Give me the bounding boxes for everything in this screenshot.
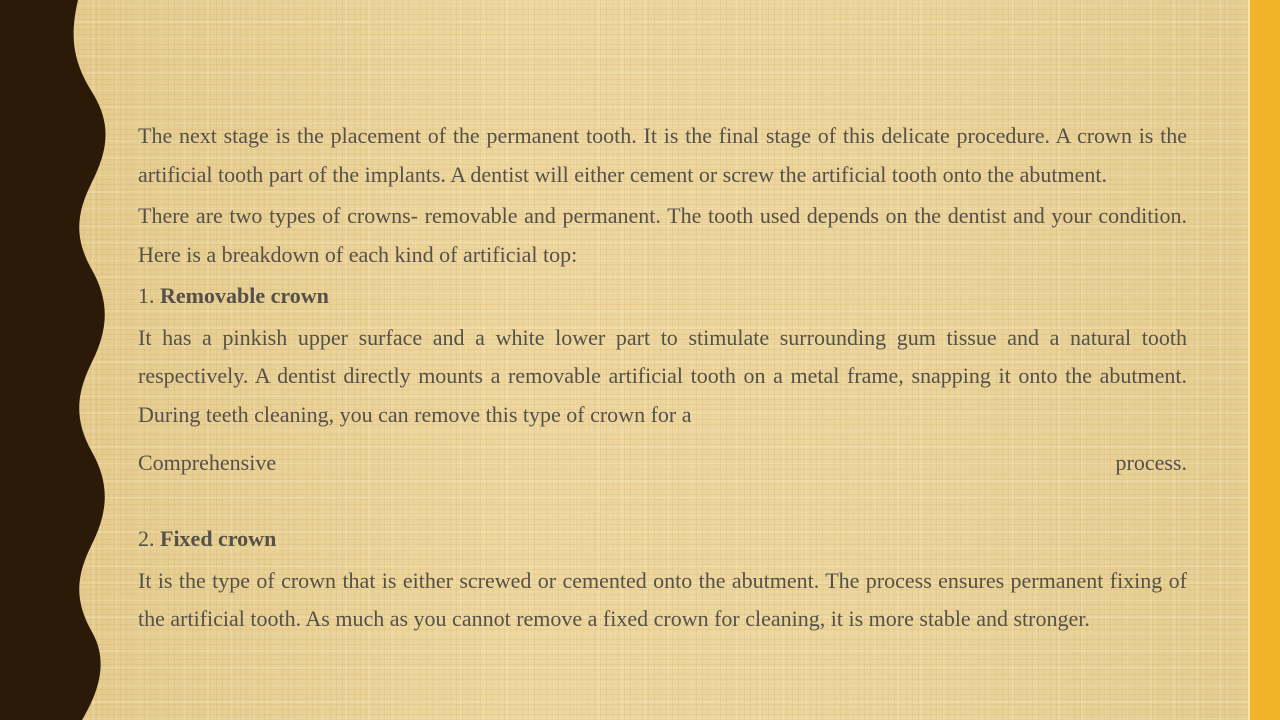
spacer <box>138 482 1187 520</box>
paragraph-removable-crown-continuation <box>138 444 1187 482</box>
paragraph-removable-crown: It has a pinkish upper surface and a white lower part to stimulate surrounding gum tissue and a natural tooth respectively. A dentist directly mounts a removable artificial tooth on a metal frame, snapping it onto the abutment. During teeth cleaning, you can remove this type of crown for a <box>138 324 1187 427</box>
heading-removable-title: Removable crown <box>160 283 329 308</box>
heading-fixed-crown <box>138 520 1187 559</box>
heading-removable-number: 1. <box>138 283 160 308</box>
heading-fixed-number: 2. <box>138 526 160 551</box>
right-accent-bar <box>1248 0 1280 720</box>
continuation-left-word: Comprehensive <box>138 450 277 475</box>
continuation-right-word: process. <box>1115 450 1187 475</box>
wavy-left-border <box>0 0 130 720</box>
paragraph-crown-types: There are two types of crowns- removable and permanent. The tooth used depends on the dentist and your condition. Here is a breakdown of each kind of artificial top: <box>138 203 1187 267</box>
paragraph-final-stage: The next stage is the placement of the permanent tooth. It is the final stage of this delicate procedure. A crown is the artificial tooth part of the implants. A dentist will either cement or screw the artificial tooth onto the abutment. <box>138 123 1187 187</box>
heading-removable-crown <box>138 277 1187 316</box>
slide-text-body <box>138 117 1187 642</box>
paragraph-fixed-crown: It is the type of crown that is either screwed or cemented onto the abutment. The process ensures permanent fixing of the artificial tooth. As much as you cannot remove a fixed crown for cleaning, it is more stable and stronger. <box>138 567 1187 631</box>
heading-fixed-title: Fixed crown <box>160 526 277 551</box>
